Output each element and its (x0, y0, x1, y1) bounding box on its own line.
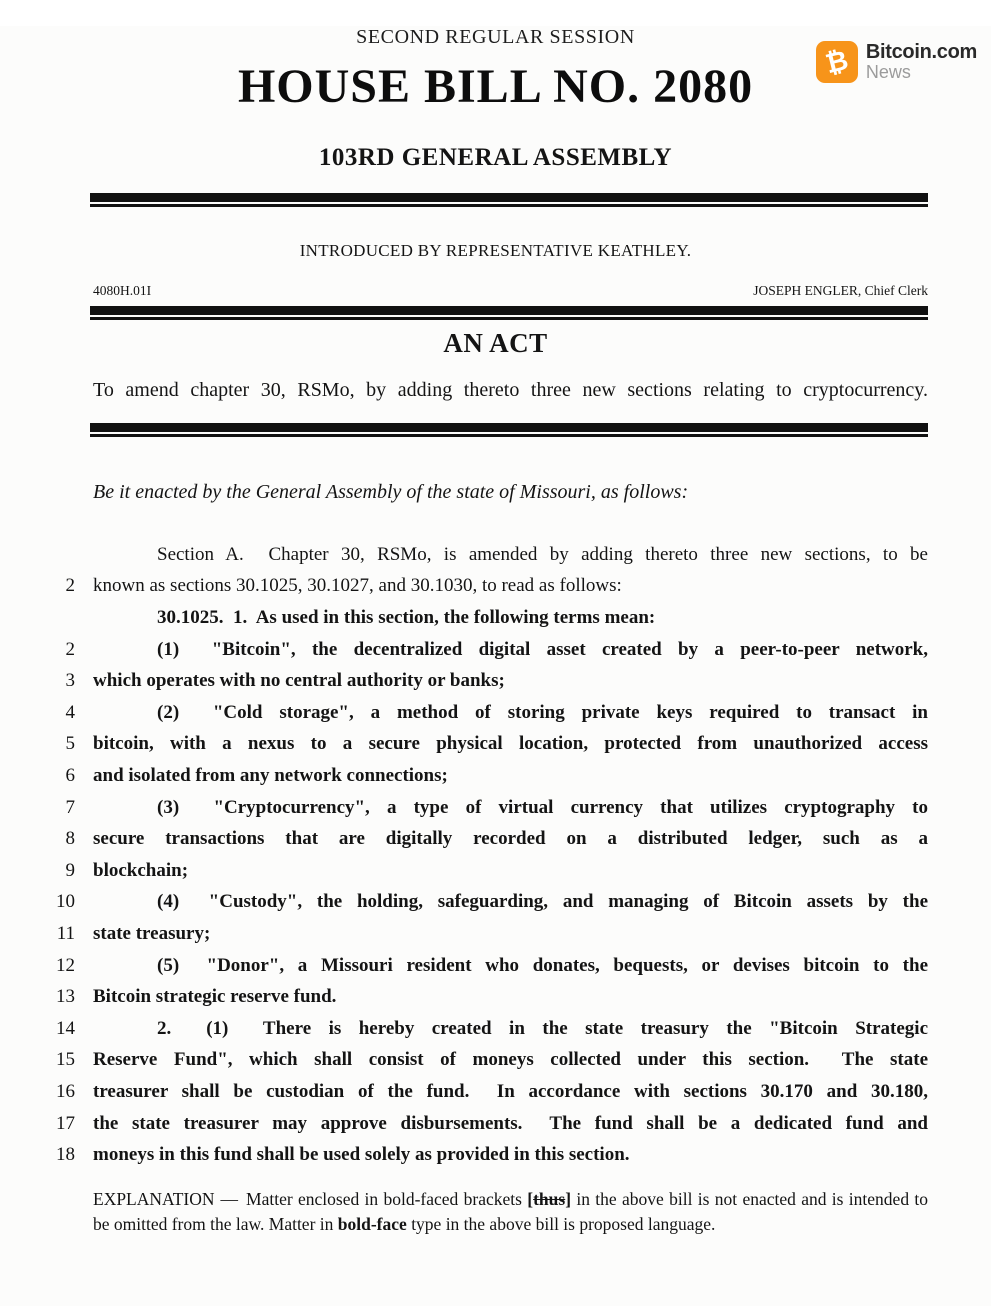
enacting-clause: Be it enacted by the General Assembly of the state of Missouri, as follows: (93, 480, 689, 503)
line-text: (3) "Cryptocurrency", a type of virtual currency that utilizes cryptography to (157, 796, 928, 818)
bracket-open: [ (527, 1188, 534, 1209)
line-number: 15 (56, 1049, 75, 1071)
bill-line (0, 697, 991, 729)
divider-rule (90, 193, 928, 207)
line-text: which operates with no central authority or banks; (93, 670, 505, 692)
bill-line (0, 570, 991, 602)
bill-line (0, 1076, 991, 1108)
bill-line (0, 665, 991, 697)
introduced-line: INTRODUCED BY REPRESENTATIVE KEATHLEY. (299, 240, 692, 260)
line-text: (4) "Custody", the holding, safeguarding, and managing of Bitcoin assets by the (157, 891, 928, 913)
logo-brand: Bitcoin.com (865, 41, 977, 64)
line-text: secure transactions that are digitally recorded on a distributed ledger, such as a (93, 828, 928, 850)
line-text: bitcoin, with a nexus to a secure physical location, protected from unauthorized access (93, 733, 928, 755)
bill-title: HOUSE BILL NO. 2080 (237, 60, 754, 113)
struck-word: thus (533, 1188, 566, 1209)
act-description: To amend chapter 30, RSMo, by adding thereto three new sections relating to cryptocurrency. (93, 378, 928, 401)
bill-line (0, 634, 991, 666)
line-number: 11 (56, 922, 75, 944)
assembly-title: 103RD GENERAL ASSEMBLY (318, 143, 673, 171)
explanation-text-3: type in the above bill is proposed language. (411, 1213, 716, 1234)
line-number: 7 (65, 796, 75, 818)
line-number: 4 (65, 701, 75, 723)
bill-page (0, 26, 991, 1306)
logo-subtitle: News (865, 62, 911, 83)
bitcoin-news-logo (816, 41, 977, 83)
bracket-close: ] (565, 1188, 572, 1209)
clerk-row (93, 283, 928, 299)
explanation-text-2: in the above bill is not enacted and is intended to be omitted from the law. Matter in (93, 1188, 928, 1234)
bill-line (0, 918, 991, 950)
bill-line (0, 602, 991, 634)
bill-line (0, 728, 991, 760)
line-text: and isolated from any network connections; (93, 765, 448, 786)
bill-line (0, 792, 991, 824)
clerk-name: JOSEPH ENGLER, Chief Clerk (753, 282, 928, 298)
line-text: Section A. Chapter 30, RSMo, is amended by adding thereto three new sections, to be (157, 543, 928, 565)
bill-line (0, 886, 991, 918)
line-text: state treasury; (93, 922, 211, 944)
bill-line (0, 1139, 991, 1171)
logo-wordmark (866, 42, 977, 82)
line-text: Reserve Fund", which shall consist of moneys collected under this section. The state (93, 1049, 928, 1071)
line-text: Bitcoin strategic reserve fund. (93, 986, 337, 1008)
line-number (0, 602, 93, 634)
bitcoin-symbol: ₿ (822, 44, 852, 79)
bill-line (0, 981, 991, 1013)
line-text: known as sections 30.1025, 30.1027, and 30.1030, to read as follows: (93, 575, 622, 597)
an-act-heading: AN ACT (443, 327, 548, 358)
line-number: 9 (65, 859, 75, 881)
explanation-note (93, 1187, 928, 1237)
line-number: 13 (56, 986, 75, 1008)
line-text: (2) "Cold storage", a method of storing private keys required to transact in (157, 701, 928, 723)
explanation-dash: — (220, 1188, 239, 1209)
divider-rule (90, 423, 928, 437)
line-text: blockchain; (93, 859, 189, 881)
line-text: 2. (1) There is hereby created in the state treasury the "Bitcoin Strategic (157, 1017, 928, 1039)
bill-line (0, 760, 991, 792)
line-number: 10 (56, 891, 75, 913)
bill-line (0, 950, 991, 982)
bill-line (0, 855, 991, 887)
line-number (0, 539, 93, 571)
bill-line (0, 823, 991, 855)
line-number: 12 (56, 954, 75, 976)
bill-line (0, 539, 991, 571)
bill-number: 4080H.01I (93, 282, 152, 298)
bill-line (0, 1108, 991, 1140)
line-number: 6 (65, 765, 75, 786)
line-text: moneys in this fund shall be used solely as provided in this section. (93, 1144, 630, 1166)
line-number: 2 (65, 638, 75, 660)
bill-lines (0, 539, 991, 1171)
line-text: the state treasurer may approve disbursements. The fund shall be a dedicated fund and (93, 1112, 928, 1134)
line-number: 16 (56, 1080, 75, 1102)
divider-rule (90, 306, 928, 320)
line-number: 8 (65, 828, 75, 850)
line-number: 5 (65, 733, 75, 755)
line-number: 2 (65, 575, 75, 597)
line-number: 17 (56, 1112, 75, 1134)
bill-line (0, 1044, 991, 1076)
line-text: (5) "Donor", a Missouri resident who donates, bequests, or devises bitcoin to the (157, 954, 928, 976)
session-title: SECOND REGULAR SESSION (356, 26, 635, 48)
line-text: 30.1025. 1. As used in this section, the following terms mean: (157, 607, 656, 629)
line-text: (1) "Bitcoin", the decentralized digital asset created by a peer-to-peer network, (157, 638, 928, 660)
explanation-text-1: Matter enclosed in bold-faced brackets (246, 1188, 522, 1209)
line-text: treasurer shall be custodian of the fund. In accordance with sections 30.170 and 30.180, (93, 1080, 928, 1102)
bold-face-word: bold-face (337, 1213, 407, 1234)
line-number: 3 (65, 670, 75, 692)
bill-line (0, 1013, 991, 1045)
explanation-label: EXPLANATION (93, 1188, 215, 1209)
bitcoin-logo-icon (816, 41, 858, 83)
line-number: 18 (56, 1144, 75, 1166)
line-number: 14 (56, 1017, 75, 1039)
